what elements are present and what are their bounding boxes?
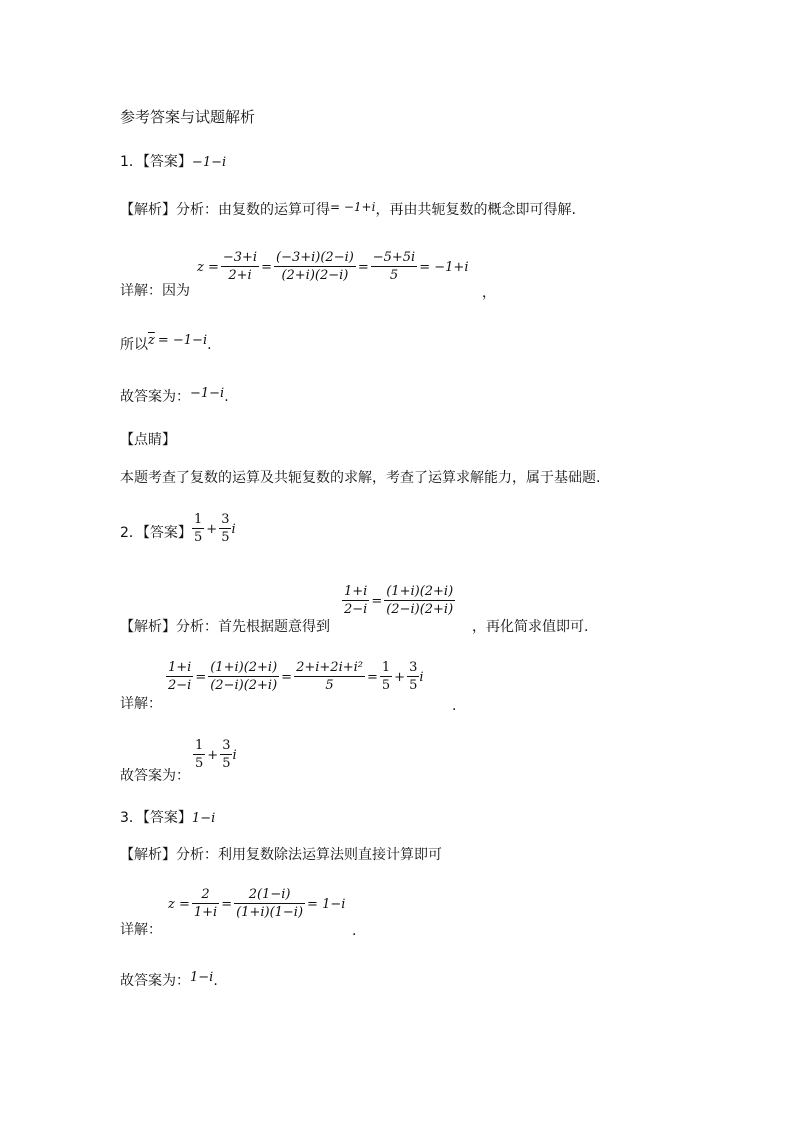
q1-so-math: = −1−i [157,333,208,348]
q2-analysis-text-a: 首先根据题意得到 [218,619,330,635]
q1-final-end: . [224,389,229,405]
q2-detail-label: 详解： [120,696,162,712]
q1-point-label: 【点睛】 [120,432,176,448]
q1-answer-value: −1−i [191,155,227,170]
q1-analysis [120,201,576,219]
q3-answer-value: 1−i [191,811,216,826]
q2-ans-frac-2: $\frac{3}{5}$ [221,512,230,545]
q2-d-frac-1: $\frac{1+i}{2-i}$ [168,660,192,693]
q3-detail-end: . [352,923,357,939]
q1-analysis-text-b: ，再由共轭复数的概念即可得解. [375,202,576,218]
q3-eq-frac-2: $\frac{2(1-i)}{(1+i)(1-i)}$ [236,887,304,920]
q1-point-text: 本题考查了复数的运算及共轭复数的求解，考查了运算求解能力，属于基础题. [120,470,601,486]
q1-detail-equation: z = $\frac{-3+i}{2+i}$ = $\frac{(-3+i)(2-i)}{(2+i)(2-i)}$ = $\frac{-5+5i}{5}$ = −1+i [197,250,469,283]
q2-d-frac-4: $\frac{1}{5}$ [381,660,391,693]
q1-eq-comma: ， [482,285,496,301]
q2-a-frac-1: $\frac{1+i}{2-i}$ [344,584,368,617]
q1-final-math: −1−i [190,386,225,401]
q1-analysis-label: 【解析】分析： [120,202,218,218]
q3-final [120,972,218,991]
q2-detail-end: . [452,698,457,714]
q1-eq-result: = −1+i [419,260,469,275]
page-title: 参考答案与试题解析 [120,108,256,126]
q2-analysis-equation: $\frac{1+i}{2-i}$ = $\frac{(1+i)(2+i)}{(2-i)(2+i)}$ [344,584,454,617]
q2-final-label: 故答案为： [120,768,190,784]
q1-so-label: 所以 [120,337,148,353]
q3-analysis-text: 利用复数除法运算法则直接计算即可 [218,847,442,863]
q1-detail-label: 详解：因为 [120,283,190,299]
q3-answer [120,809,215,828]
q2-d-frac-5: $\frac{3}{5}$ [409,660,418,693]
q2-detail-equation: $\frac{1+i}{2-i}$ = $\frac{(1+i)(2+i)}{(2-i)(2+i)}$ = $\frac{\text{2+i+2i+i²}}{5}$ = $\frac{1}{5}$ + $\frac{3}{5}$ i [168,660,424,693]
q3-detail-label: 详解： [120,922,162,938]
q3-eq-frac-1: $\frac{2}{1+i}$ [193,887,218,920]
q3-answer-label: 3．【答案】 [120,810,192,826]
q1-eq-frac-1: $\frac{-3+i}{2+i}$ [222,250,258,283]
q2-fin-frac-1: $\frac{1}{5}$ [195,738,204,771]
q2-d-frac-2: $\frac{(1+i)(2+i)}{(2-i)(2+i)}$ [210,660,278,693]
q3-analysis-label: 【解析】分析： [120,847,218,863]
q1-answer [120,153,226,172]
q1-final-label: 故答案为： [120,389,190,405]
q1-final [120,388,229,407]
q1-answer-label: 1．【答案】 [120,154,192,170]
q3-detail-equation: z = $\frac{2}{1+i}$ = $\frac{2(1-i)}{(1+i)(1-i)}$ = 1−i [168,887,346,920]
q2-ans-frac-1: $\frac{1}{5}$ [194,512,203,545]
q2-analysis-text-b: ，再化简求值即可. [472,619,589,635]
q1-so-end: . [207,337,212,353]
q3-final-end: . [213,973,218,989]
q2-d-frac-3: $\frac{\text{2+i+2i+i²}}{5}$ [296,660,363,693]
q3-analysis [120,846,442,864]
q2-answer-value: $\frac{1}{5}$ + $\frac{3}{5}$ i [194,512,236,545]
q1-analysis-text-a: 由复数的运算可得 [218,202,330,218]
q1-so-line [120,333,212,355]
q2-answer-label: 2．【答案】 [120,525,192,541]
q3-eq-result: = 1−i [307,897,346,912]
q1-eq-frac-2: $\frac{(-3+i)(2-i)}{(2+i)(2-i)}$ [276,250,354,283]
q1-eq-frac-3: $\frac{-5+5i}{5}$ [372,250,416,283]
q1-eq-z: z = [197,260,219,275]
q1-analysis-math: = −1+i [330,200,376,214]
q2-final-value: $\frac{1}{5}$ + $\frac{3}{5}$ i [195,738,237,771]
q2-fin-frac-2: $\frac{3}{5}$ [222,738,231,771]
q2-analysis-label: 【解析】分析：首先根据题意得到 [120,619,330,635]
q3-final-label: 故答案为： [120,973,190,989]
q3-eq-z: z = [168,897,190,912]
q1-so-zbar: $\overline{z}$ [148,333,155,348]
q3-final-math: 1−i [190,970,214,985]
q2-a-frac-2: $\frac{(1+i)(2+i)}{(2-i)(2+i)}$ [386,584,454,617]
